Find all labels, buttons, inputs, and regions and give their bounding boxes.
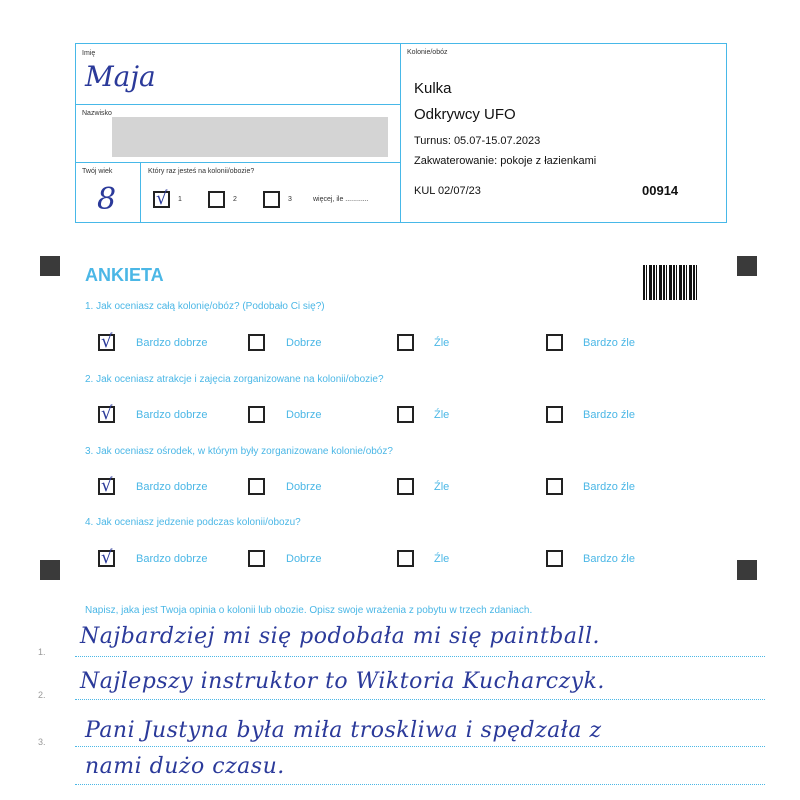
q2-option-bardzo-zle: Bardzo źle bbox=[583, 409, 635, 421]
q4-checkbox-bardzo-dobrze[interactable] bbox=[98, 547, 115, 568]
wiek-value[interactable]: 8 bbox=[97, 182, 117, 217]
q1-option-bardzo-dobrze: Bardzo dobrze bbox=[136, 337, 208, 349]
registration-marker bbox=[40, 256, 60, 276]
visit-checkbox-2[interactable] bbox=[208, 191, 225, 208]
writing-line bbox=[75, 699, 765, 700]
q1-option-dobrze: Dobrze bbox=[286, 337, 322, 349]
q1-checkbox-dobrze[interactable] bbox=[248, 334, 265, 351]
q3-checkbox-bardzo-dobrze[interactable] bbox=[98, 475, 115, 496]
question-3: 3. Jak oceniasz ośrodek, w którym były zorganizowane kolonie/obóz? bbox=[85, 446, 393, 457]
question-4: 4. Jak oceniasz jedzenie podczas kolonii/obozu? bbox=[85, 517, 301, 528]
q3-checkbox-dobrze[interactable] bbox=[248, 478, 265, 495]
writing-line bbox=[75, 784, 765, 785]
question-1: 1. Jak oceniasz całą kolonię/obóz? (Podobało Ci się?) bbox=[85, 301, 325, 312]
survey-title: ANKIETA bbox=[85, 265, 164, 285]
q3-checkbox-zle[interactable] bbox=[397, 478, 414, 495]
q4-option-bardzo-dobrze: Bardzo dobrze bbox=[136, 553, 208, 565]
q4-option-bardzo-zle: Bardzo źle bbox=[583, 553, 635, 565]
q1-checkbox-bardzo-zle[interactable] bbox=[546, 334, 563, 351]
q2-checkbox-dobrze[interactable] bbox=[248, 406, 265, 423]
barcode bbox=[643, 265, 699, 300]
q4-option-zle: Źle bbox=[434, 553, 450, 565]
q4-checkbox-dobrze[interactable] bbox=[248, 550, 265, 567]
visit-checkbox-3[interactable] bbox=[263, 191, 280, 208]
q3-option-dobrze: Dobrze bbox=[286, 481, 322, 493]
q2-checkbox-bardzo-zle[interactable] bbox=[546, 406, 563, 423]
check-mark: √ bbox=[101, 403, 113, 424]
nazwisko-label: Nazwisko bbox=[82, 110, 112, 117]
camp-name: Odkrywcy UFO bbox=[414, 106, 516, 123]
q1-checkbox-zle[interactable] bbox=[397, 334, 414, 351]
q2-checkbox-zle[interactable] bbox=[397, 406, 414, 423]
divider-nazwisko bbox=[75, 162, 400, 163]
zakwaterowanie-text: Zakwaterowanie: pokoje z łazienkami bbox=[414, 155, 597, 167]
q2-option-dobrze: Dobrze bbox=[286, 409, 322, 421]
q2-option-bardzo-dobrze: Bardzo dobrze bbox=[136, 409, 208, 421]
q4-checkbox-bardzo-zle[interactable] bbox=[546, 550, 563, 567]
q4-option-dobrze: Dobrze bbox=[286, 553, 322, 565]
check-mark: √ bbox=[101, 475, 113, 496]
wiek-label: Twój wiek bbox=[82, 168, 113, 175]
registration-marker bbox=[40, 560, 60, 580]
visit-option-2-label: 2 bbox=[233, 196, 237, 203]
opinion-prompt: Napisz, jaka jest Twoja opinia o kolonii lub obozie. Opisz swoje wrażenia z pobytu w trzech zdaniach. bbox=[85, 605, 533, 616]
q3-option-bardzo-dobrze: Bardzo dobrze bbox=[136, 481, 208, 493]
writing-line bbox=[75, 746, 765, 747]
imie-label: Imię bbox=[82, 50, 96, 57]
imie-value[interactable]: Maja bbox=[85, 60, 156, 93]
q4-checkbox-zle[interactable] bbox=[397, 550, 414, 567]
form-number: 00914 bbox=[642, 183, 679, 198]
q1-option-zle: Źle bbox=[434, 337, 450, 349]
divider-vertical bbox=[400, 43, 401, 222]
q3-option-zle: Źle bbox=[434, 481, 450, 493]
wiecej-label: więcej, ile ............ bbox=[313, 196, 369, 203]
opinion-line-2[interactable]: Najlepszy instruktor to Wiktoria Kucharczyk. bbox=[80, 669, 605, 694]
check-mark: √ bbox=[101, 331, 113, 352]
check-mark: √ bbox=[101, 547, 113, 568]
divider-imie bbox=[75, 104, 400, 105]
divider-wiek bbox=[140, 162, 141, 222]
visit-option-3-label: 3 bbox=[288, 196, 292, 203]
turnus-text: Turnus: 05.07-15.07.2023 bbox=[414, 135, 541, 147]
question-2: 2. Jak oceniasz atrakcje i zajęcia zorganizowane na kolonii/obozie? bbox=[85, 374, 384, 385]
opinion-line-1[interactable]: Najbardziej mi się podobała mi się paintball. bbox=[80, 624, 601, 649]
opinion-line-4[interactable]: nami dużo czasu. bbox=[85, 754, 285, 779]
place-name: Kulka bbox=[414, 80, 452, 97]
visit-option-1-label: 1 bbox=[178, 196, 182, 203]
q3-option-bardzo-zle: Bardzo źle bbox=[583, 481, 635, 493]
kolonie-label: Kolonie/obóz bbox=[407, 49, 448, 56]
redacted-block bbox=[112, 117, 388, 157]
q1-checkbox-bardzo-dobrze[interactable] bbox=[98, 331, 115, 352]
line-number-1: 1. bbox=[38, 647, 46, 657]
q2-checkbox-bardzo-dobrze[interactable] bbox=[98, 403, 115, 424]
registration-marker bbox=[737, 256, 757, 276]
registration-marker bbox=[737, 560, 757, 580]
opinion-line-3[interactable]: Pani Justyna była miła troskliwa i spędzała z bbox=[85, 718, 602, 743]
camp-code: KUL 02/07/23 bbox=[414, 185, 481, 197]
check-mark: √ bbox=[156, 188, 168, 209]
q1-option-bardzo-zle: Bardzo źle bbox=[583, 337, 635, 349]
q2-option-zle: Źle bbox=[434, 409, 450, 421]
q3-checkbox-bardzo-zle[interactable] bbox=[546, 478, 563, 495]
line-number-3: 3. bbox=[38, 737, 46, 747]
ktory-raz-label: Który raz jesteś na kolonii/obozie? bbox=[148, 168, 255, 175]
visit-checkbox-1[interactable] bbox=[153, 188, 170, 209]
writing-line bbox=[75, 656, 765, 657]
line-number-2: 2. bbox=[38, 690, 46, 700]
